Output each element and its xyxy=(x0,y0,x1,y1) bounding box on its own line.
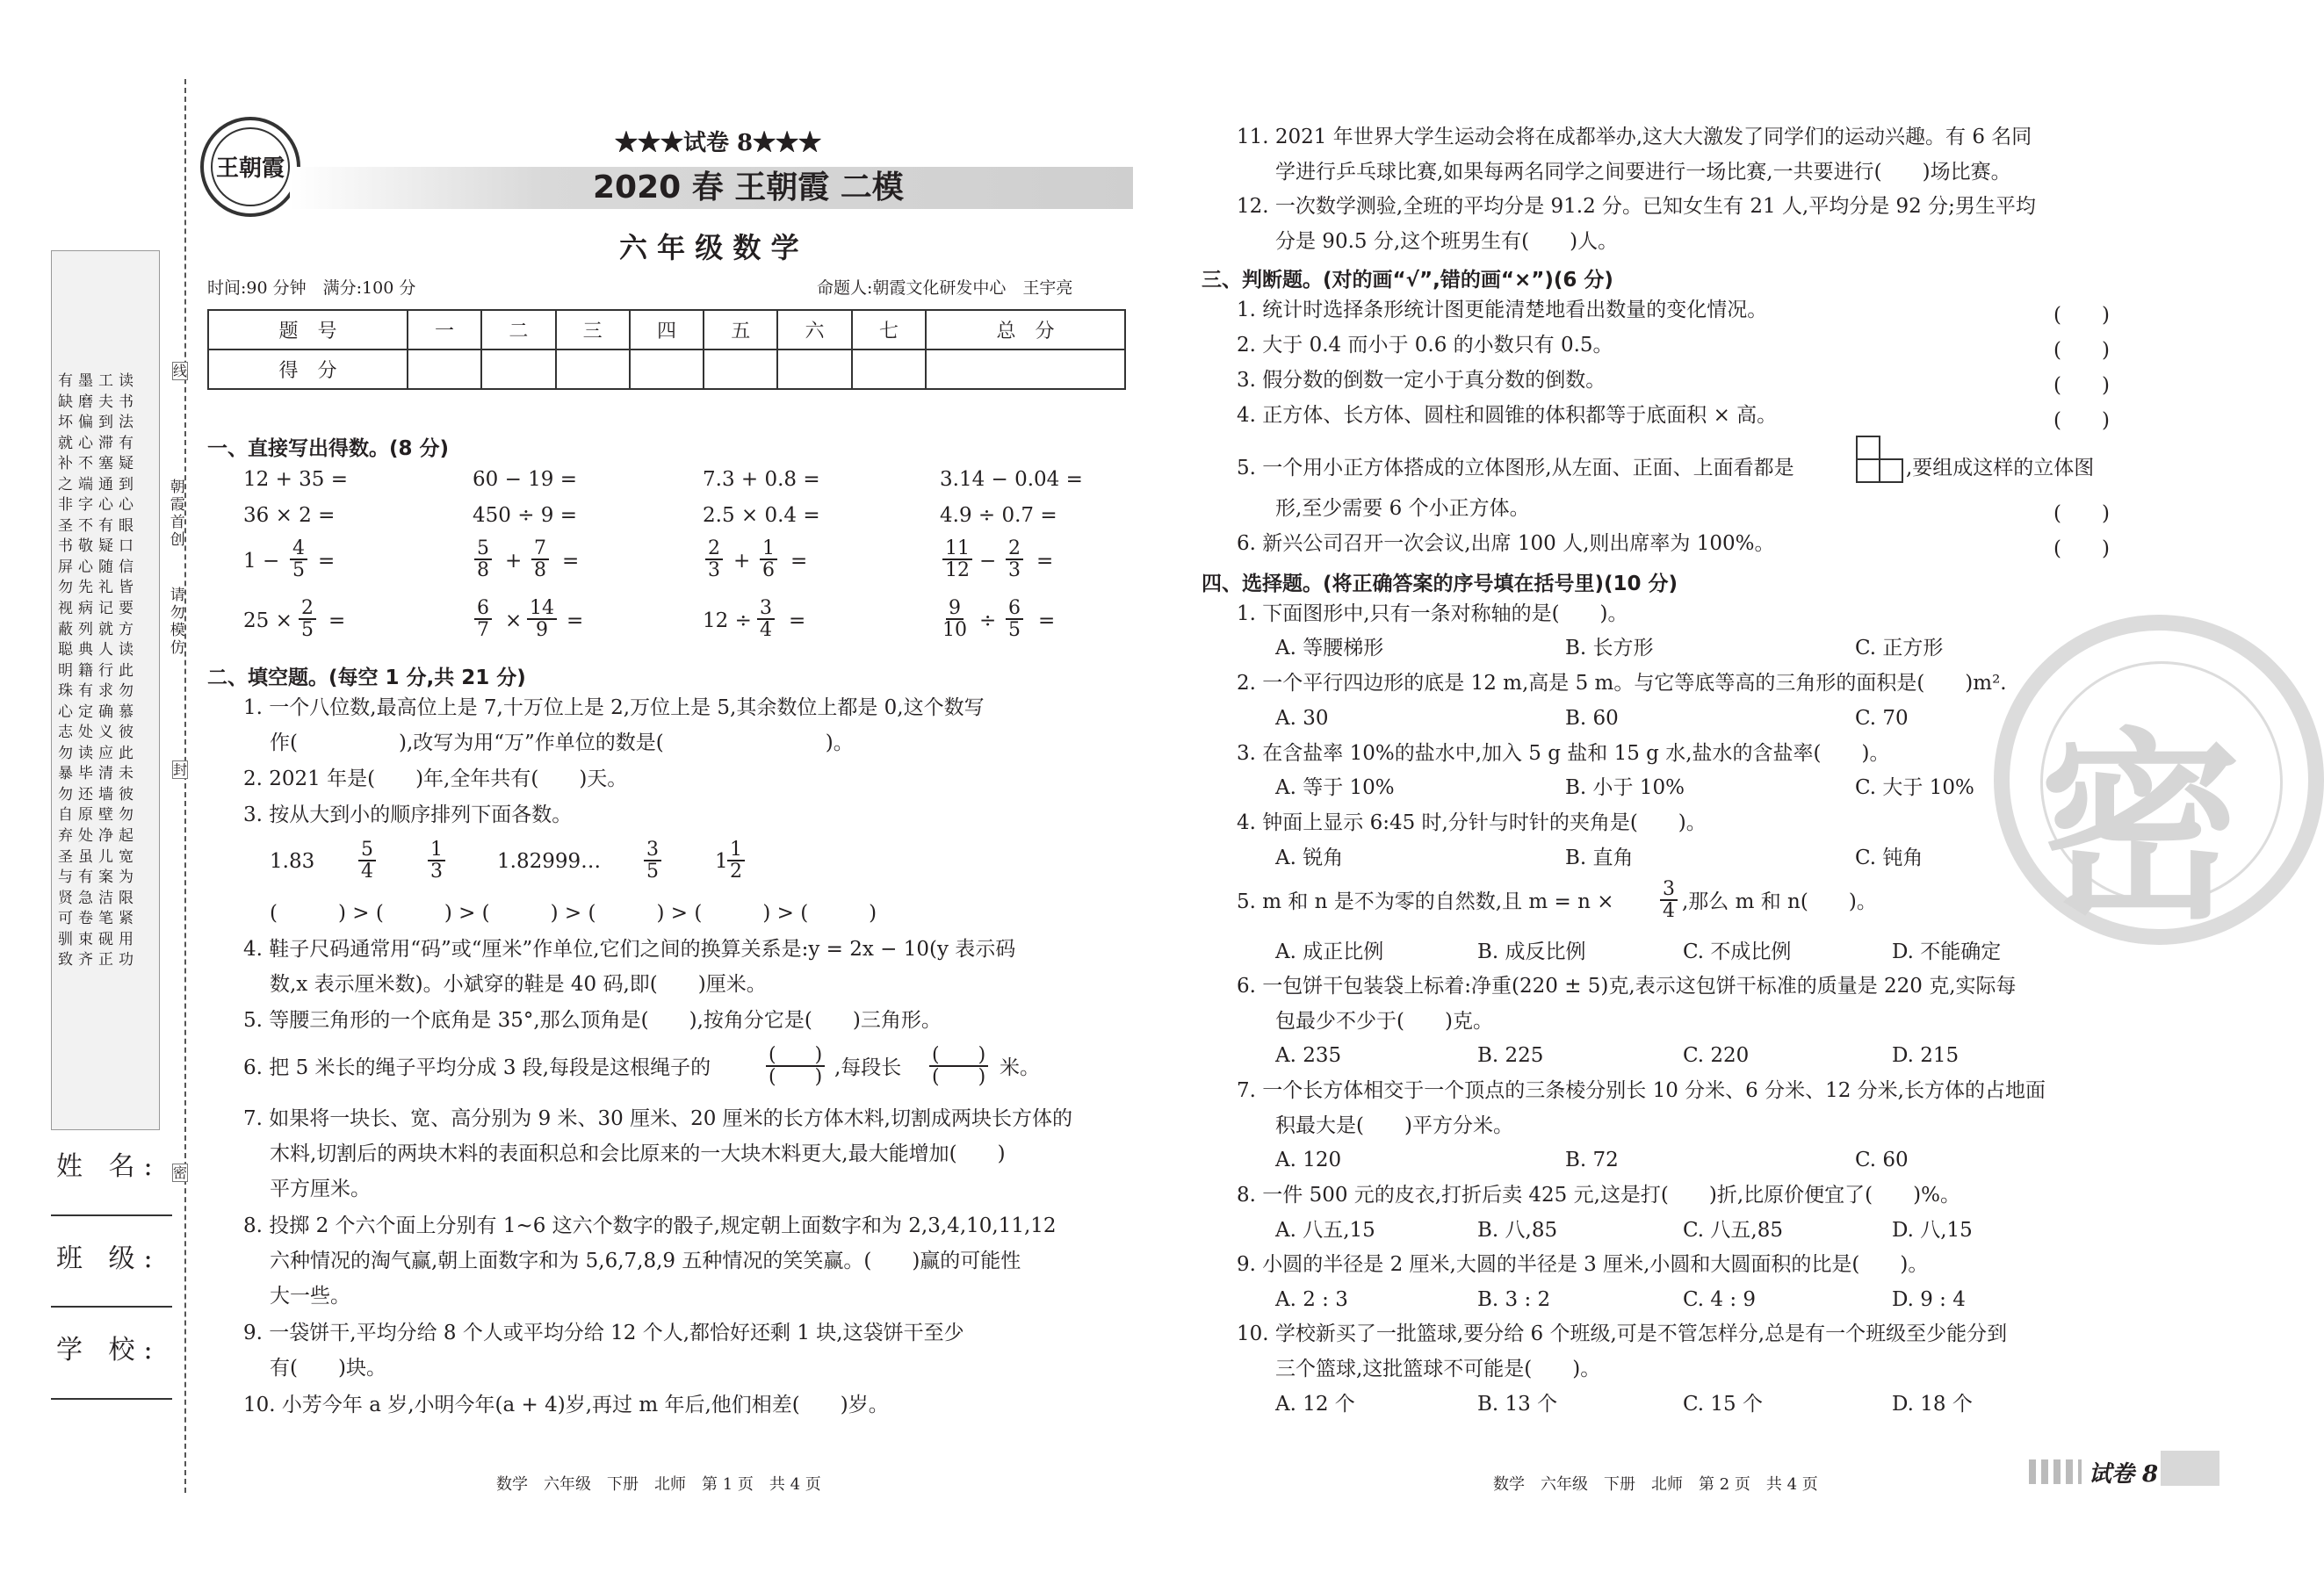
sidebar-rule: 与有案为 xyxy=(58,868,139,887)
calc-equals: = xyxy=(562,550,580,573)
class-field[interactable] xyxy=(51,1306,172,1308)
calc-op: × xyxy=(505,609,523,632)
choice-10-line2: 三个篮球,这批篮球不可能是( )。 xyxy=(1275,1358,1601,1380)
q6-part2: ,每段长 xyxy=(834,1056,902,1079)
blank-fraction[interactable]: ( ) ( ) xyxy=(929,1045,988,1087)
choice-6-option-c: C. 220 xyxy=(1683,1044,1750,1067)
sidebar-rule: 暴毕清未 xyxy=(58,765,139,783)
judge-5-line2: 形,至少需要 6 个小正方体。 xyxy=(1275,497,1530,520)
sidebar-rule: 圣虽儿宽 xyxy=(58,847,139,866)
choice-6-option-b: B. 225 xyxy=(1477,1044,1544,1067)
choice-7-option-a: A. 120 xyxy=(1275,1149,1342,1171)
judge-answer-5[interactable]: ( ) xyxy=(2053,502,2110,525)
section-2-heading: 二、填空题。(每空 1 分,共 21 分) xyxy=(207,667,526,689)
q3-order-blanks[interactable]: ( ) > ( ) > ( ) > ( ) > ( ) > ( ) xyxy=(270,902,877,925)
calc-op: + xyxy=(733,550,751,573)
blank-fraction[interactable]: ( ) ( ) xyxy=(766,1045,825,1087)
q8-line3: 大一些。 xyxy=(270,1285,350,1308)
sidebar-rule: 志处义彼 xyxy=(58,724,139,742)
choice-9-option-c: C. 4 : 9 xyxy=(1683,1288,1757,1311)
calc-item: 450 ÷ 9 = xyxy=(473,504,578,527)
fraction: $\frac{1}{2}$ xyxy=(727,840,745,882)
fraction: $\frac{5}{4}$ xyxy=(358,840,376,882)
choice-7-line1: 7. 一个长方体相交于一个顶点的三条棱分别长 10 分米、6 分米、12 分米,长方体的占地面 xyxy=(1237,1079,2046,1102)
choice-10-option-a: A. 12 个 xyxy=(1275,1393,1355,1416)
score-cell[interactable] xyxy=(777,350,851,389)
choice-9-option-b: B. 3 : 2 xyxy=(1477,1288,1551,1311)
sidebar-rule: 心定确慕 xyxy=(58,703,139,721)
school-label: 学 校: xyxy=(56,1335,162,1366)
q3-number: 1 xyxy=(715,850,728,873)
score-table-header-cell: 题 号 xyxy=(208,310,408,350)
choice-4-option-c: C. 钝角 xyxy=(1855,847,1923,869)
score-table-header-cell: 总 分 xyxy=(926,310,1125,350)
score-cell[interactable] xyxy=(481,350,555,389)
footer-right: 数学 六年级 下册 北师 第 2 页 共 4 页 xyxy=(1493,1475,1818,1494)
judge-1: 1. 统计时选择条形统计图更能清楚地看出数量的变化情况。 xyxy=(1237,299,1768,321)
q8-line1: 8. 投掷 2 个六个面上分别有 1~6 这六个数字的骰子,规定朝上面数字和为 2,3,4,10,11,12 xyxy=(243,1214,1057,1237)
score-table-header-cell: 六 xyxy=(777,310,851,350)
q3-number: 1.82999… xyxy=(497,850,602,873)
sidebar-rules-grid xyxy=(58,373,155,969)
choice-5-part1: 5. m 和 n 是不为零的自然数,且 m = n × xyxy=(1237,890,1614,913)
q7-line3: 平方厘米。 xyxy=(270,1178,371,1200)
choice-5-option-a: A. 成正比例 xyxy=(1275,940,1384,963)
q7-line2: 木料,切割后的两块木料的表面积总和会比原来的一大块木料更大,最大能增加( ) xyxy=(270,1142,1006,1165)
choice-7-option-c: C. 60 xyxy=(1855,1149,1909,1171)
q4-line2: 数,x 表示厘米数)。小斌穿的鞋是 40 码,即( )厘米。 xyxy=(270,973,767,996)
choice-3-option-a: A. 等于 10% xyxy=(1275,776,1395,799)
calc-op: 12 ÷ xyxy=(703,609,752,632)
calc-equals: = xyxy=(1036,550,1054,573)
fraction: $\frac{3}{4}$ xyxy=(757,598,775,640)
choice-10-option-b: B. 13 个 xyxy=(1477,1393,1558,1416)
calc-op: − xyxy=(979,550,997,573)
sidebar-rule: 珠有求勿 xyxy=(58,682,139,701)
footer-pattern xyxy=(2029,1459,2082,1484)
judge-3: 3. 假分数的倒数一定小于真分数的倒数。 xyxy=(1237,369,1606,392)
q7-line1: 7. 如果将一块长、宽、高分别为 9 米、30 厘米、20 厘米的长方体木料,切割成两块长方体的 xyxy=(243,1107,1072,1130)
choice-6-option-d: D. 215 xyxy=(1892,1044,1960,1067)
section-1-heading: 一、直接写出得数。(8 分) xyxy=(207,437,450,460)
calc-op: ÷ xyxy=(979,609,997,632)
choice-6-option-a: A. 235 xyxy=(1275,1044,1342,1067)
fraction: $\frac{6}{5}$ xyxy=(1006,598,1023,640)
sidebar-rule: 驯束砚用 xyxy=(58,930,139,948)
calc-op: 1 − xyxy=(243,550,280,573)
q4-line1: 4. 鞋子尺码通常用“码”或“厘米”作单位,它们之间的换算关系是:y = 2x − 10(y 表示码 xyxy=(243,938,1016,961)
sidebar-rule: 弃处净起 xyxy=(58,827,139,846)
score-row-label: 得 分 xyxy=(208,350,408,389)
choice-5-option-c: C. 不成比例 xyxy=(1683,940,1792,963)
seal-char-xian: 线 xyxy=(173,363,188,379)
time-info: 时间:90 分钟 满分:100 分 xyxy=(207,278,416,298)
choice-2: 2. 一个平行四边形的底是 12 m,高是 5 m。与它等底等高的三角形的面积是( )m². xyxy=(1237,672,2007,695)
score-cell[interactable] xyxy=(926,350,1125,389)
judge-answer-1[interactable]: ( ) xyxy=(2053,304,2110,327)
q6-part1: 6. 把 5 米长的绳子平均分成 3 段,每段是这根绳子的 xyxy=(243,1056,711,1079)
score-table-header-cell: 五 xyxy=(704,310,777,350)
fraction: $\frac{3}{5}$ xyxy=(644,840,661,882)
judge-2: 2. 大于 0.4 而小于 0.6 的小数只有 0.5。 xyxy=(1237,334,1613,357)
sidebar-rule: 视病记要 xyxy=(58,600,139,618)
sidebar-rule: 书敬疑口 xyxy=(58,537,139,556)
calc-item: 36 × 2 = xyxy=(243,504,336,527)
name-label: 姓 名: xyxy=(56,1151,162,1182)
fraction: $\frac{2}{5}$ xyxy=(299,598,316,640)
fraction: $\frac{5}{8}$ xyxy=(474,538,492,580)
sidebar-rule: 圣不有眼 xyxy=(58,516,139,535)
q5: 5. 等腰三角形的一个底角是 35°,那么顶角是( ),按角分它是( )三角形。 xyxy=(243,1009,942,1032)
name-field[interactable] xyxy=(51,1214,172,1216)
choice-5-part2: ,那么 m 和 n( )。 xyxy=(1682,890,1877,913)
score-table-header-cell: 三 xyxy=(556,310,630,350)
author-info: 命题人:朝霞文化研发中心 王宇亮 xyxy=(817,278,1073,298)
fraction: $\frac{9}{10}$ xyxy=(942,597,967,642)
choice-4-option-b: B. 直角 xyxy=(1565,847,1634,869)
sidebar-rule: 缺磨夫书 xyxy=(58,393,139,411)
choice-1-option-a: A. 等腰梯形 xyxy=(1275,637,1384,659)
sidebar-rule: 勿先礼皆 xyxy=(58,579,139,597)
fraction: $\frac{3}{4}$ xyxy=(1660,879,1678,921)
fraction: $\frac{2}{3}$ xyxy=(1006,538,1023,580)
judge-answer-4[interactable]: ( ) xyxy=(2053,409,2110,432)
subject-title: 六 年 级 数 学 xyxy=(619,231,799,264)
choice-8-option-b: B. 八,85 xyxy=(1477,1219,1558,1242)
sidebar-rule: 自原壁勿 xyxy=(58,806,139,825)
choice-2-option-a: A. 30 xyxy=(1275,707,1329,730)
calc-op: 25 × xyxy=(243,609,292,632)
sidebar-rule: 可卷笔紧 xyxy=(58,910,139,928)
calc-equals: = xyxy=(1038,609,1056,632)
footer-paper-tag: 试卷 8 xyxy=(2089,1461,2159,1488)
q3: 3. 按从大到小的顺序排列下面各数。 xyxy=(243,804,573,826)
score-table-header-row xyxy=(208,310,1125,350)
sidebar-rule: 明籍行此 xyxy=(58,661,139,680)
q11-line1: 11. 2021 年世界大学生运动会将在成都举办,这大大激发了同学们的运动兴趣。有 6 名同 xyxy=(1237,126,2032,148)
choice-8-option-a: A. 八五,15 xyxy=(1275,1219,1375,1242)
footer-tag-block xyxy=(2161,1451,2219,1486)
calc-item: 7.3 + 0.8 = xyxy=(703,468,820,491)
calc-equals: = xyxy=(318,550,336,573)
q12-line2: 分是 90.5 分,这个班男生有( )人。 xyxy=(1275,230,1619,253)
choice-8-option-d: D. 八,15 xyxy=(1892,1219,1973,1242)
view-shape-box-right xyxy=(1879,458,1903,483)
brand-logo-icon xyxy=(198,114,303,220)
choice-6-line1: 6. 一包饼干包装袋上标着:净重(220 ± 5)克,表示这包饼干标准的质量是 220 克,实际每 xyxy=(1237,975,2017,998)
choice-5-option-d: D. 不能确定 xyxy=(1892,940,2002,963)
choice-8: 8. 一件 500 元的皮衣,打折后卖 425 元,这是打( )折,比原价便宜了( )%。 xyxy=(1237,1184,1960,1207)
calc-item: 12 + 35 = xyxy=(243,468,349,491)
exam-title: 2020 春 王朝霞 二模 xyxy=(593,169,904,205)
sidebar-rule: 蔽列就方 xyxy=(58,620,139,638)
score-cell[interactable] xyxy=(556,350,630,389)
score-table-header-cell: 七 xyxy=(852,310,926,350)
score-cell[interactable] xyxy=(408,350,481,389)
fraction: $\frac{1}{3}$ xyxy=(428,840,445,882)
binding-dashed-line xyxy=(184,79,186,1493)
score-table-header-cell: 四 xyxy=(630,310,704,350)
sidebar-rule: 勿读应此 xyxy=(58,744,139,762)
choice-10-option-c: C. 15 个 xyxy=(1683,1393,1763,1416)
calc-item: 3.14 − 0.04 = xyxy=(940,468,1083,491)
view-shape-box-left xyxy=(1856,458,1880,483)
choice-9-option-d: D. 9 : 4 xyxy=(1892,1288,1966,1311)
choice-3-option-b: B. 小于 10% xyxy=(1565,776,1685,799)
choice-7-option-b: B. 72 xyxy=(1565,1149,1619,1171)
choice-3-option-c: C. 大于 10% xyxy=(1855,776,1974,799)
seal-char-mi: 密 xyxy=(173,1164,188,1181)
sidebar-note-1: 朝霞首创 xyxy=(166,479,184,549)
class-label: 班 级: xyxy=(56,1243,162,1274)
choice-6-line2: 包最少不少于( )克。 xyxy=(1275,1010,1493,1033)
svg-text:王朝霞: 王朝霞 xyxy=(215,155,285,182)
choice-1: 1. 下面图形中,只有一条对称轴的是( )。 xyxy=(1237,602,1628,625)
choice-9-option-a: A. 2 : 3 xyxy=(1275,1288,1348,1311)
fraction: $\frac{1}{6}$ xyxy=(760,538,777,580)
sidebar-rule: 聪典人读 xyxy=(58,641,139,659)
sidebar-rule: 有墨工读 xyxy=(58,372,139,390)
score-table-header-cell: 一 xyxy=(408,310,481,350)
choice-8-option-c: C. 八五,85 xyxy=(1683,1219,1783,1242)
section-4-heading: 四、选择题。(将正确答案的序号填在括号里)(10 分) xyxy=(1202,573,1678,595)
q11-line2: 学进行乒乓球比赛,如果每两名同学之间要进行一场比赛,一共要进行( )场比赛。 xyxy=(1275,161,2011,184)
fraction: $\frac{7}{8}$ xyxy=(531,538,549,580)
judge-answer-2[interactable]: ( ) xyxy=(2053,339,2110,362)
score-cell[interactable] xyxy=(704,350,777,389)
choice-2-option-c: C. 70 xyxy=(1855,707,1909,730)
score-table xyxy=(207,309,1126,390)
judge-answer-3[interactable]: ( ) xyxy=(2053,374,2110,397)
sidebar-rule: 非字心心 xyxy=(58,496,139,515)
choice-3: 3. 在含盐率 10%的盐水中,加入 5 g 盐和 15 g 水,盐水的含盐率( )。 xyxy=(1237,742,1890,765)
q6-part3: 米。 xyxy=(1000,1056,1040,1079)
score-table-score-row xyxy=(208,350,1125,389)
sidebar-rule: 屏心随信 xyxy=(58,558,139,576)
sidebar-rule: 就心滞有 xyxy=(58,434,139,452)
calc-item: 2.5 × 0.4 = xyxy=(703,504,820,527)
footer-left: 数学 六年级 下册 北师 第 1 页 共 4 页 xyxy=(496,1475,821,1494)
q9-line2: 有( )块。 xyxy=(270,1357,386,1380)
q12-line1: 12. 一次数学测验,全班的平均分是 91.2 分。已知女生有 21 人,平均分是 92 分;男生平均 xyxy=(1237,195,2036,218)
score-cell[interactable] xyxy=(630,350,704,389)
paper-tag: ★★★试卷 8★★★ xyxy=(615,130,822,156)
calc-op: + xyxy=(505,550,523,573)
calc-equals: = xyxy=(789,609,806,632)
choice-1-option-c: C. 正方形 xyxy=(1855,637,1944,659)
q2: 2. 2021 年是( )年,全年共有( )天。 xyxy=(243,767,628,790)
calc-item: 60 − 19 = xyxy=(473,468,578,491)
sidebar-rule: 补不塞疑 xyxy=(58,455,139,473)
fraction: $\frac{4}{5}$ xyxy=(290,538,307,580)
judge-6: 6. 新兴公司召开一次会议,出席 100 人,则出席率为 100%。 xyxy=(1237,532,1775,555)
fraction: $\frac{6}{7}$ xyxy=(474,598,492,640)
sidebar-rule: 贤急洁限 xyxy=(58,889,139,907)
q1-line1: 1. 一个八位数,最高位上是 7,十万位上是 2,万位上是 5,其余数位上都是 0,这个数写 xyxy=(243,696,985,719)
judge-4: 4. 正方体、长方体、圆柱和圆锥的体积都等于底面积 × 高。 xyxy=(1237,404,1778,427)
choice-10-line1: 10. 学校新买了一批篮球,要分给 6 个班级,可是不管怎样分,总是有一个班级至少能分到 xyxy=(1237,1322,2008,1345)
fraction: $\frac{2}{3}$ xyxy=(705,538,723,580)
school-field[interactable] xyxy=(51,1398,172,1400)
seal-char-feng: 封 xyxy=(173,761,188,778)
view-shape-box-top xyxy=(1856,436,1880,460)
q1-line2: 作( ),改写为用“万”作单位的数是( )。 xyxy=(270,731,854,754)
judge-5-part2: ,要组成这样的立体图 xyxy=(1906,457,2095,479)
q3-number: 1.83 xyxy=(270,850,315,873)
sidebar-note-2: 请勿模仿 xyxy=(166,587,184,657)
q10: 10. 小芳今年 a 岁,小明今年(a + 4)岁,再过 m 年后,他们相差( )岁。 xyxy=(243,1394,889,1416)
choice-7-line2: 积最大是( )平方分米。 xyxy=(1275,1114,1513,1137)
judge-answer-6[interactable]: ( ) xyxy=(2053,537,2110,560)
calc-item: 4.9 ÷ 0.7 = xyxy=(940,504,1057,527)
choice-1-option-b: B. 长方形 xyxy=(1565,637,1654,659)
choice-2-option-b: B. 60 xyxy=(1565,707,1619,730)
choice-4: 4. 钟面上显示 6:45 时,分针与时针的夹角是( )。 xyxy=(1237,811,1707,834)
sidebar-rule: 坏偏到法 xyxy=(58,414,139,432)
score-cell[interactable] xyxy=(852,350,926,389)
q9-line1: 9. 一袋饼干,平均分给 8 个人或平均分给 12 个人,都恰好还剩 1 块,这袋饼干至少 xyxy=(243,1322,964,1344)
fraction: $\frac{11}{12}$ xyxy=(942,538,972,580)
score-table-header-cell: 二 xyxy=(481,310,555,350)
calc-equals: = xyxy=(790,550,808,573)
choice-5-option-b: B. 成反比例 xyxy=(1477,940,1586,963)
calc-equals: = xyxy=(328,609,346,632)
judge-5-part1: 5. 一个用小正方体搭成的立体图形,从左面、正面、上面看都是 xyxy=(1237,457,1794,479)
q8-line2: 六种情况的淘气赢,朝上面数字和为 5,6,7,8,9 五种情况的笑笑赢。( )赢的可能性 xyxy=(270,1250,1021,1272)
section-3-heading: 三、判断题。(对的画“√”,错的画“×”)(6 分) xyxy=(1202,269,1613,292)
choice-4-option-a: A. 锐角 xyxy=(1275,847,1344,869)
choice-9: 9. 小圆的半径是 2 厘米,大圆的半径是 3 厘米,小圆和大圆面积的比是( )。 xyxy=(1237,1253,1929,1276)
sidebar-rule: 致齐正功 xyxy=(58,951,139,969)
sidebar-rule: 之端通到 xyxy=(58,475,139,494)
sidebar-rule: 勿还墙彼 xyxy=(58,785,139,804)
choice-10-option-d: D. 18 个 xyxy=(1892,1393,1973,1416)
calc-equals: = xyxy=(567,609,584,632)
confidential-stamp-char: 密 xyxy=(2039,712,2242,947)
fraction: $\frac{14}{9}$ xyxy=(527,598,557,640)
